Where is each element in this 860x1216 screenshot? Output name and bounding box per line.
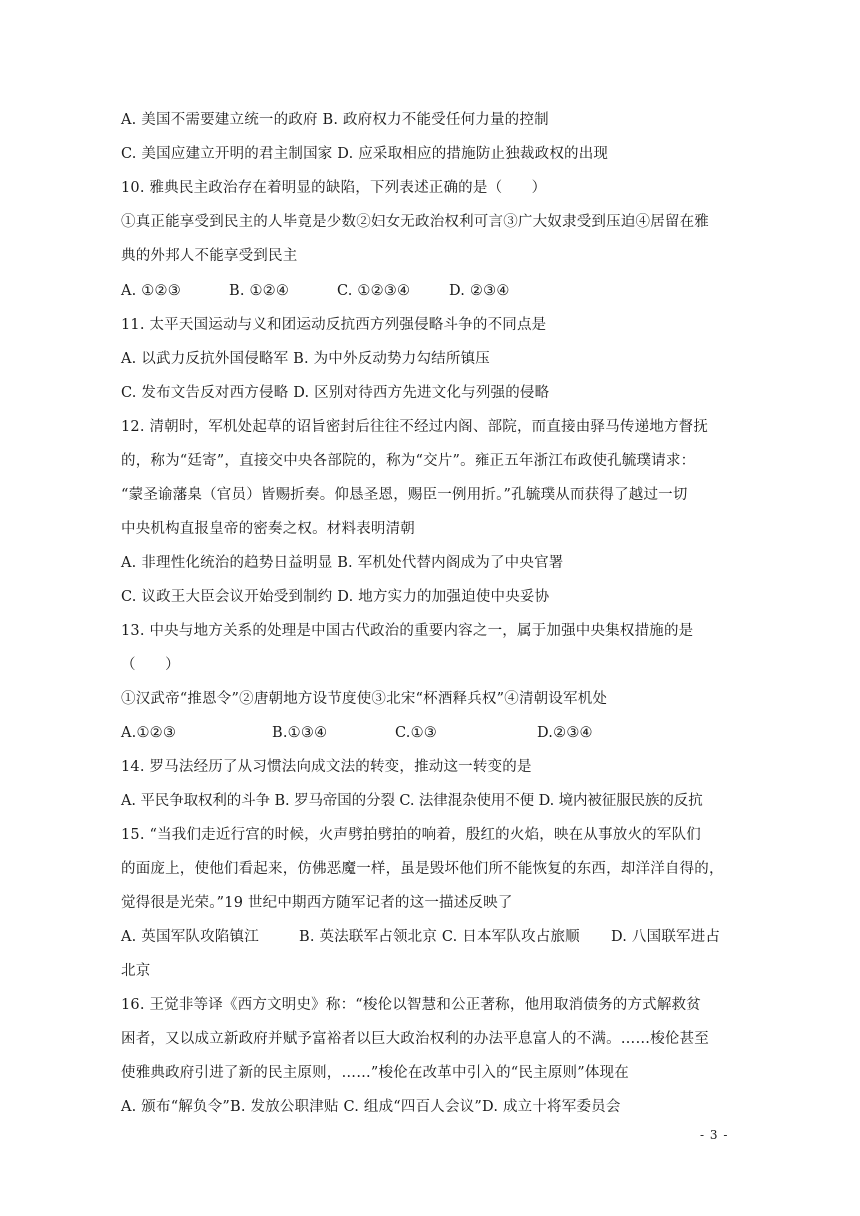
- q16-options: A. 颁布“解负令”B. 发放公职津贴 C. 组成“四百人会议”D. 成立十将军委员会: [121, 1099, 621, 1115]
- q10-statements-line2: 典的外邦人不能享受到民主: [121, 248, 298, 264]
- q10-option-b: B. ①②④: [229, 283, 290, 299]
- q14-options: A. 平民争取权利的斗争 B. 罗马帝国的分裂 C. 法律混杂使用不便 D. 境内被征服民族的反抗: [121, 793, 703, 809]
- q10-option-c: C. ①②③④: [337, 283, 411, 299]
- q13-option-a: A.①②③: [121, 725, 177, 741]
- q14-stem: 14. 罗马法经历了从习惯法向成文法的转变，推动这一转变的是: [121, 759, 532, 775]
- q10-stem: 10. 雅典民主政治存在着明显的缺陷，下列表述正确的是（ ）: [121, 180, 547, 196]
- q15-option-d: D. 八国联军进占: [611, 929, 721, 945]
- q16-stem-line3: 使雅典政府引进了新的民主原则，……”梭伦在改革中引入的“民主原则”体现在: [121, 1065, 629, 1081]
- q15-stem-line2: 的面庞上，使他们看起来，仿佛恶魔一样，虽是毁坏他们所不能恢复的东西，却洋洋自得的，: [121, 861, 724, 877]
- q10-option-a: A. ①②③: [121, 283, 181, 299]
- q13-statements: ①汉武帝“推恩令”②唐朝地方设节度使③北宋“杯酒释兵权”④清朝设军机处: [121, 691, 608, 707]
- q15-stem-line3: 觉得很是光荣。”19 世纪中期西方随军记者的这一描述反映了: [121, 895, 513, 911]
- q11-stem: 11. 太平天国运动与义和团运动反抗西方列强侵略斗争的不同点是: [121, 317, 547, 333]
- q15-option-a: A. 英国军队攻陷镇江: [121, 929, 259, 945]
- q11-options-ab: A. 以武力反抗外国侵略军 B. 为中外反动势力勾结所镇压: [121, 351, 490, 367]
- q13-option-d: D.②③④: [537, 725, 593, 741]
- q10-options: [121, 281, 761, 301]
- q9-options-cd: C. 美国应建立开明的君主制国家 D. 应采取相应的措施防止独裁政权的出现: [121, 146, 609, 162]
- page-number: - 3 -: [700, 1128, 729, 1142]
- q13-option-b: B.①③④: [272, 725, 328, 741]
- q11-options-cd: C. 发布文告反对西方侵略 D. 区别对待西方先进文化与列强的侵略: [121, 385, 550, 401]
- q16-stem-line2: 困者，又以成立新政府并赋予富裕者以巨大政治权利的办法平息富人的不满。……梭伦甚至: [121, 1031, 709, 1047]
- q13-options: [121, 723, 761, 743]
- q9-options-ab: A. 美国不需要建立统一的政府 B. 政府权力不能受任何力量的控制: [121, 112, 549, 128]
- q10-option-d: D. ②③④: [449, 283, 510, 299]
- q12-options-ab: A. 非理性化统治的趋势日益明显 B. 军机处代替内阁成为了中央官署: [121, 555, 564, 571]
- q13-blank: （ ）: [121, 657, 180, 673]
- q12-stem-line2: 的，称为“廷寄”，直接交中央各部院的，称为“交片”。雍正五年浙江布政使孔毓璞请求：: [121, 453, 696, 469]
- q15-option-d-wrap: 北京: [121, 963, 151, 979]
- q15-option-bc: B. 英法联军占领北京 C. 日本军队攻占旅顺: [299, 929, 580, 945]
- q13-stem: 13. 中央与地方关系的处理是中国古代政治的重要内容之一，属于加强中央集权措施的是: [121, 623, 694, 639]
- q13-option-c: C.①③: [395, 725, 437, 741]
- q12-options-cd: C. 议政王大臣会议开始受到制约 D. 地方实力的加强迫使中央妥协: [121, 589, 550, 605]
- q10-statements-line1: ①真正能享受到民主的人毕竟是少数②妇女无政治权利可言③广大奴隶受到压迫④居留在雅: [121, 214, 709, 230]
- q16-stem-line1: 16. 王觉非等译《西方文明史》称：“梭伦以智慧和公正著称，他用取消债务的方式解救贫: [121, 997, 701, 1013]
- q15-stem-line1: 15. “当我们走近行宫的时候，火声劈拍劈拍的响着，殷红的火焰，映在从事放火的军队们: [121, 827, 701, 843]
- q12-stem-line3: “蒙圣谕藩臬（官员）皆赐折奏。仰恳圣恩，赐臣一例用折。”孔毓璞从而获得了越过一切: [121, 487, 688, 503]
- q12-stem-line4: 中央机构直报皇帝的密奏之权。材料表明清朝: [121, 521, 415, 537]
- q12-stem-line1: 12. 清朝时，军机处起草的诏旨密封后往往不经过内阁、部院，而直接由驿马传递地方督抚: [121, 419, 709, 435]
- q15-options: [121, 927, 761, 947]
